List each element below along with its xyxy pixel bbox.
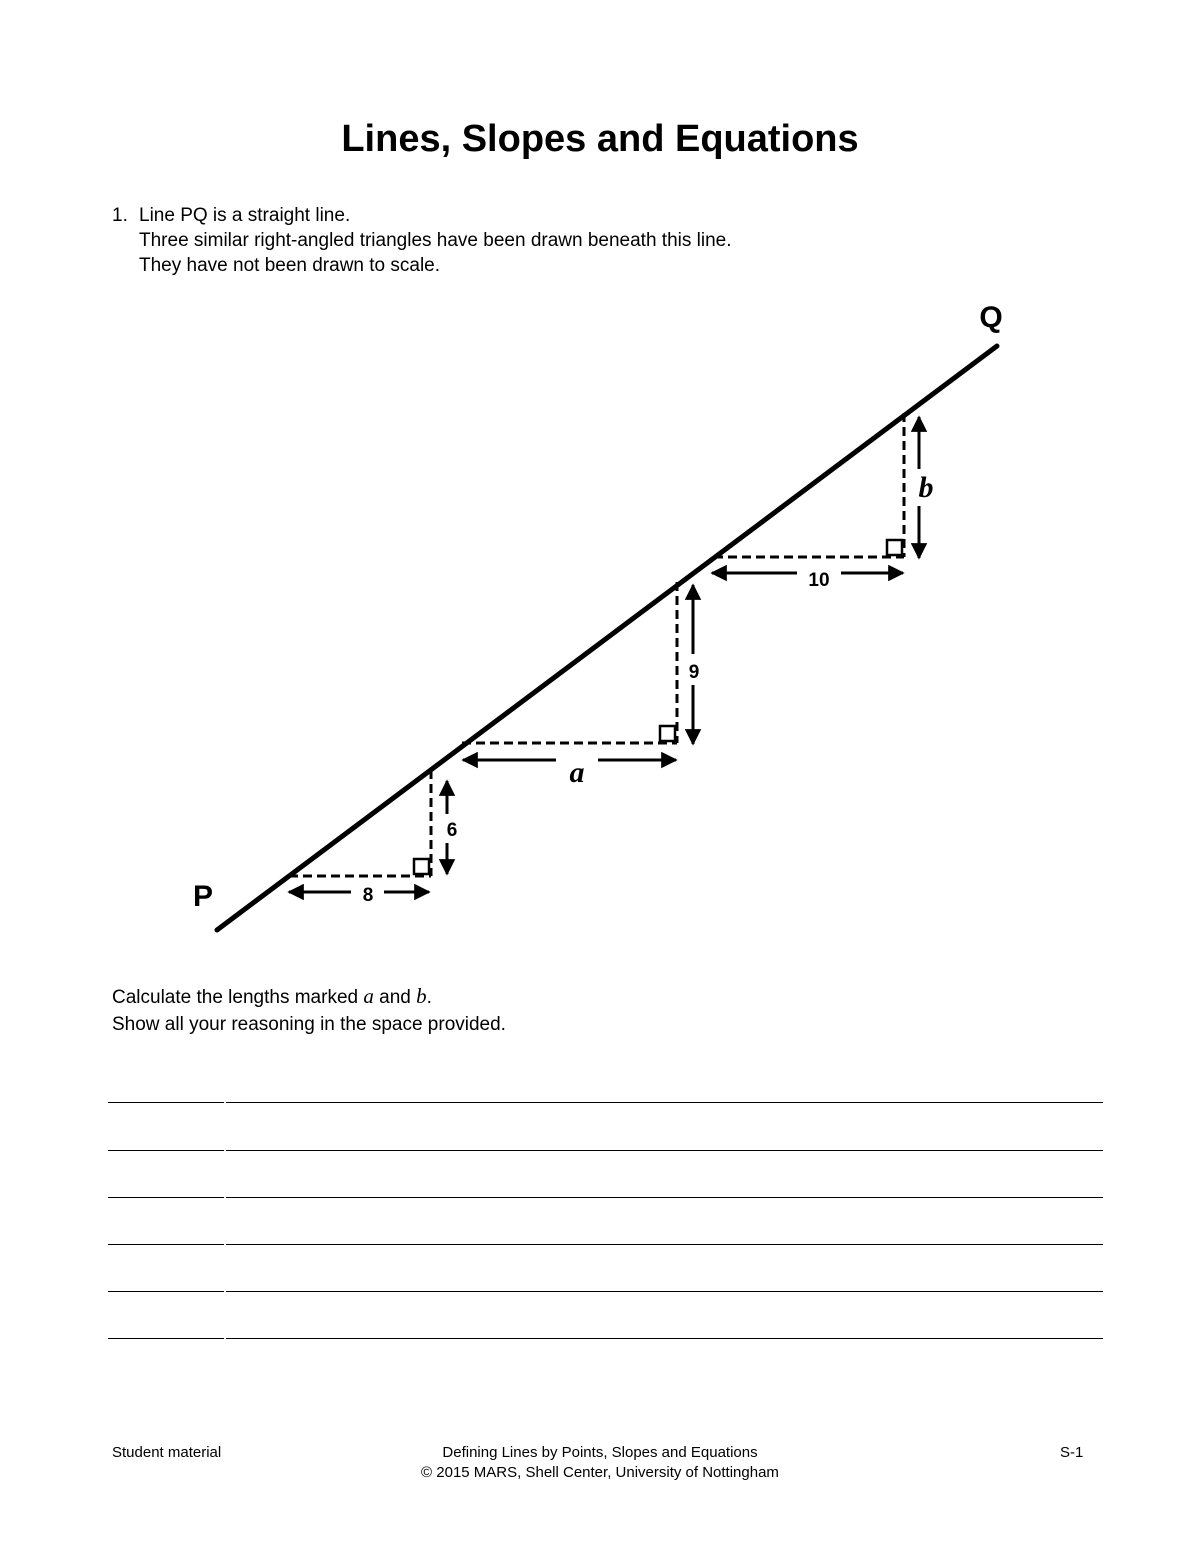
triangle-3-rise-label: b <box>918 471 934 504</box>
triangle-2-rise-label: 9 <box>688 662 700 683</box>
footer-copyright: © 2015 MARS, Shell Center, University of Nottingham <box>421 1464 779 1481</box>
answer-line[interactable] <box>108 1150 1103 1151</box>
right-angle-marker <box>414 859 429 874</box>
line-pq <box>217 346 997 930</box>
question-line: They have not been drawn to scale. <box>139 255 441 276</box>
footer-unit-title: Defining Lines by Points, Slopes and Equations <box>442 1444 758 1461</box>
page-title: Lines, Slopes and Equations <box>341 118 859 160</box>
triangle-1 <box>289 770 457 906</box>
footer-left: Student material <box>112 1444 222 1461</box>
right-angle-marker <box>887 540 902 555</box>
instruction-text: Calculate the lengths marked <box>112 987 364 1008</box>
triangle-2-run-label: a <box>569 756 585 789</box>
question-number: 1. <box>112 205 128 226</box>
answer-line[interactable] <box>108 1338 1103 1339</box>
question-line: Three similar right-angled triangles have been drawn beneath this line. <box>139 230 732 251</box>
variable-a: a <box>363 984 374 1008</box>
triangle-1-run-label: 8 <box>362 885 374 906</box>
instruction-line-1 <box>112 983 506 1011</box>
question-line: Line PQ is a straight line. <box>139 205 351 226</box>
page-number: S-1 <box>1060 1444 1084 1461</box>
answer-line[interactable] <box>108 1197 1103 1198</box>
instruction-line-2: Show all your reasoning in the space provided. <box>112 1014 506 1035</box>
triangle-1-rise-label: 6 <box>446 820 458 841</box>
answer-line[interactable] <box>108 1102 1103 1103</box>
footer-center <box>0 1443 1200 1483</box>
instruction-text: and <box>373 987 417 1008</box>
triangle-2 <box>462 582 699 789</box>
triangle-3 <box>712 413 934 591</box>
instructions <box>112 983 506 1038</box>
variable-b: b <box>416 984 427 1008</box>
answer-line[interactable] <box>108 1291 1103 1292</box>
point-p-label: P <box>192 880 214 913</box>
triangle-3-run-label: 10 <box>808 570 830 591</box>
right-angle-marker <box>660 726 675 741</box>
point-q-label: Q <box>979 301 1003 334</box>
instruction-text: . <box>426 987 432 1008</box>
answer-line[interactable] <box>108 1244 1103 1245</box>
